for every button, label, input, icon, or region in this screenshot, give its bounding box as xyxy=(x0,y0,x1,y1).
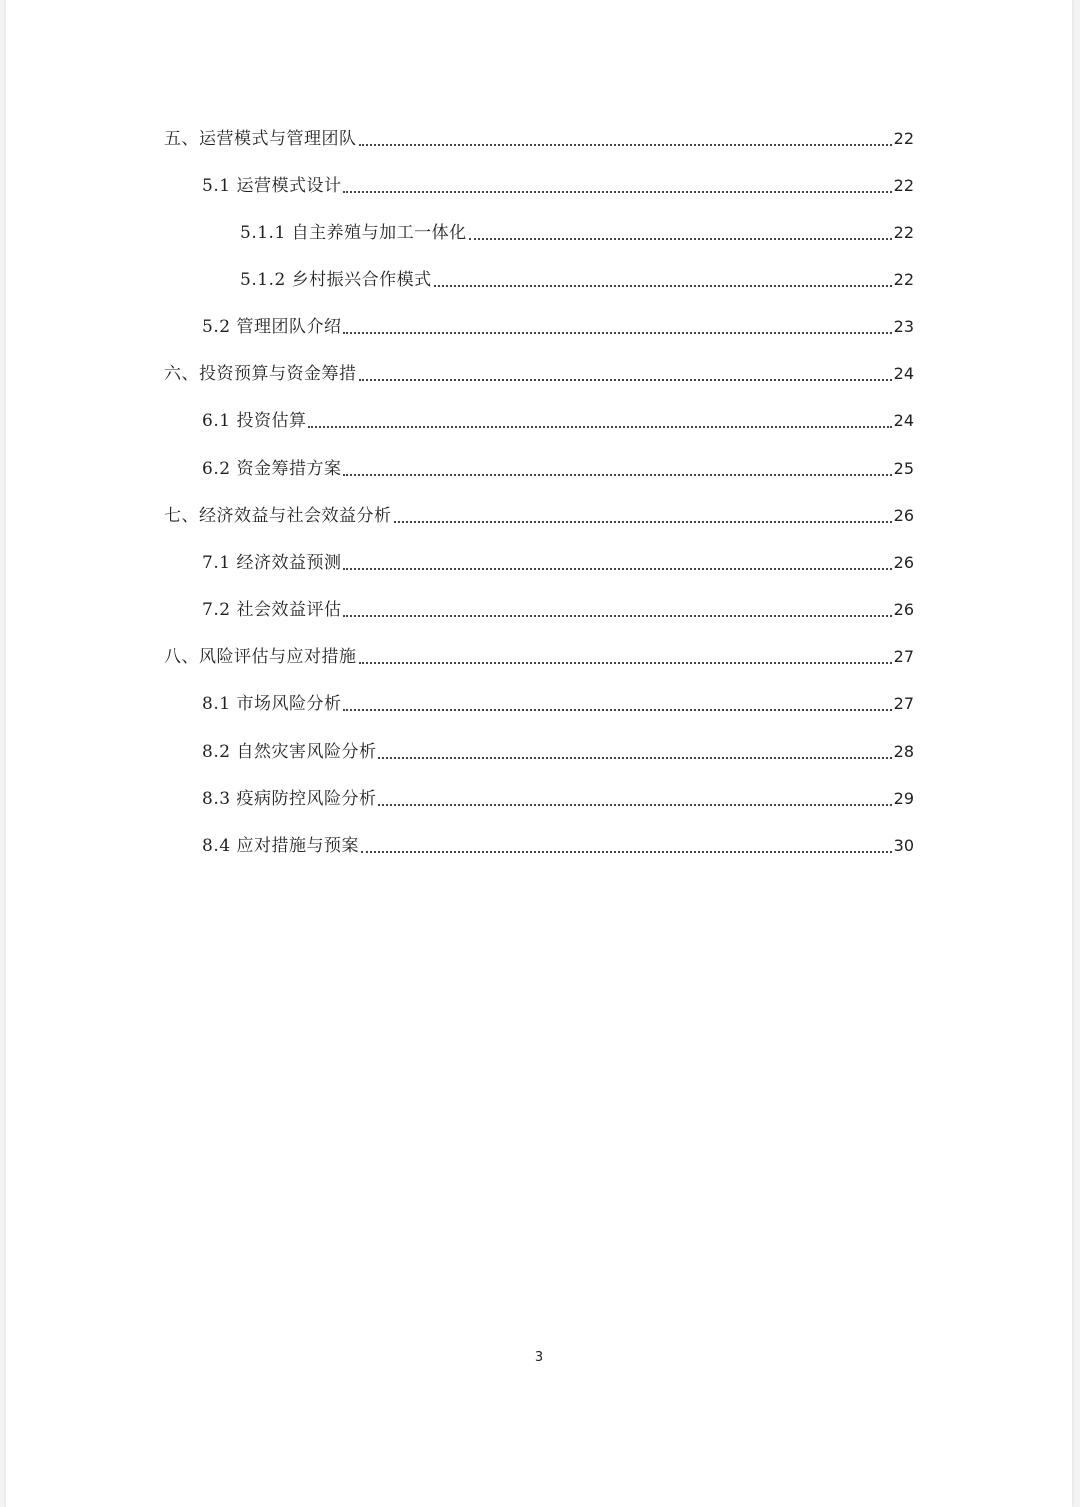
toc-leader-dots xyxy=(343,709,891,711)
toc-entry-page: 27 xyxy=(893,694,914,713)
toc-leader-dots xyxy=(308,426,891,428)
toc-entry[interactable] xyxy=(202,687,914,715)
toc-entry-label: 8.2 自然灾害风险分析 xyxy=(202,742,377,762)
toc-entry-page: 28 xyxy=(893,742,914,761)
toc-entry-page: 22 xyxy=(893,223,914,242)
toc-leader-dots xyxy=(378,757,891,759)
toc-entry[interactable] xyxy=(240,216,914,244)
toc-entry-label: 7.1 经济效益预测 xyxy=(202,553,342,573)
toc-leader-dots xyxy=(469,238,892,240)
toc-entry[interactable] xyxy=(202,593,914,621)
toc-entry[interactable] xyxy=(164,499,914,527)
toc-leader-dots xyxy=(343,474,891,476)
toc-entry-label: 5.1.1 自主养殖与加工一体化 xyxy=(240,223,467,243)
toc-entry-label: 六、投资预算与资金筹措 xyxy=(164,364,357,384)
toc-entry[interactable] xyxy=(202,735,914,763)
toc-entry-page: 24 xyxy=(893,411,914,430)
toc-entry-page: 26 xyxy=(893,600,914,619)
toc-entry-label: 8.3 疫病防控风险分析 xyxy=(202,789,377,809)
toc-entry-page: 25 xyxy=(893,459,914,478)
toc-leader-dots xyxy=(359,379,892,381)
toc-entry[interactable] xyxy=(164,122,914,150)
toc-entry-page: 26 xyxy=(893,553,914,572)
toc-entry-page: 29 xyxy=(893,789,914,808)
toc-entry-page: 22 xyxy=(893,176,914,195)
page-number: 3 xyxy=(534,1350,544,1365)
toc-entry[interactable] xyxy=(202,169,914,197)
toc-entry-label: 七、经济效益与社会效益分析 xyxy=(164,506,392,526)
toc-leader-dots xyxy=(359,662,892,664)
document-page xyxy=(6,0,1072,1507)
toc-entry-label: 八、风险评估与应对措施 xyxy=(164,647,357,667)
toc-entry[interactable] xyxy=(164,640,914,668)
toc-entry-page: 24 xyxy=(893,364,914,383)
toc-leader-dots xyxy=(359,144,892,146)
toc-leader-dots xyxy=(343,191,891,193)
toc-entry[interactable] xyxy=(202,782,914,810)
toc-entry-label: 5.1 运营模式设计 xyxy=(202,176,342,196)
toc-leader-dots xyxy=(343,615,891,617)
toc-entry-page: 26 xyxy=(893,506,914,525)
toc-entry-label: 5.2 管理团队介绍 xyxy=(202,317,342,337)
toc-entry-page: 22 xyxy=(893,270,914,289)
toc-entry-label: 6.2 资金筹措方案 xyxy=(202,459,342,479)
toc-leader-dots xyxy=(394,521,892,523)
toc-entry-label: 7.2 社会效益评估 xyxy=(202,600,342,620)
toc-leader-dots xyxy=(343,568,891,570)
toc-entry-page: 30 xyxy=(893,836,914,855)
toc-entry-page: 27 xyxy=(893,647,914,666)
toc-entry[interactable] xyxy=(202,452,914,480)
toc-entry-label: 五、运营模式与管理团队 xyxy=(164,129,357,149)
toc-entry-label: 8.4 应对措施与预案 xyxy=(202,836,359,856)
toc-entry-label: 5.1.2 乡村振兴合作模式 xyxy=(240,270,432,290)
toc-entry-page: 22 xyxy=(893,129,914,148)
toc-entry-page: 23 xyxy=(893,317,914,336)
toc-entry[interactable] xyxy=(202,404,914,432)
toc-entry[interactable] xyxy=(164,357,914,385)
toc-leader-dots xyxy=(361,851,892,853)
toc-entry-label: 8.1 市场风险分析 xyxy=(202,694,342,714)
toc-entry[interactable] xyxy=(202,829,914,857)
toc-leader-dots xyxy=(434,285,892,287)
toc-entry[interactable] xyxy=(202,546,914,574)
toc-leader-dots xyxy=(378,804,891,806)
toc-entry-label: 6.1 投资估算 xyxy=(202,411,307,431)
toc-entry[interactable] xyxy=(240,263,914,291)
toc-entry[interactable] xyxy=(202,310,914,338)
toc-leader-dots xyxy=(343,332,891,334)
